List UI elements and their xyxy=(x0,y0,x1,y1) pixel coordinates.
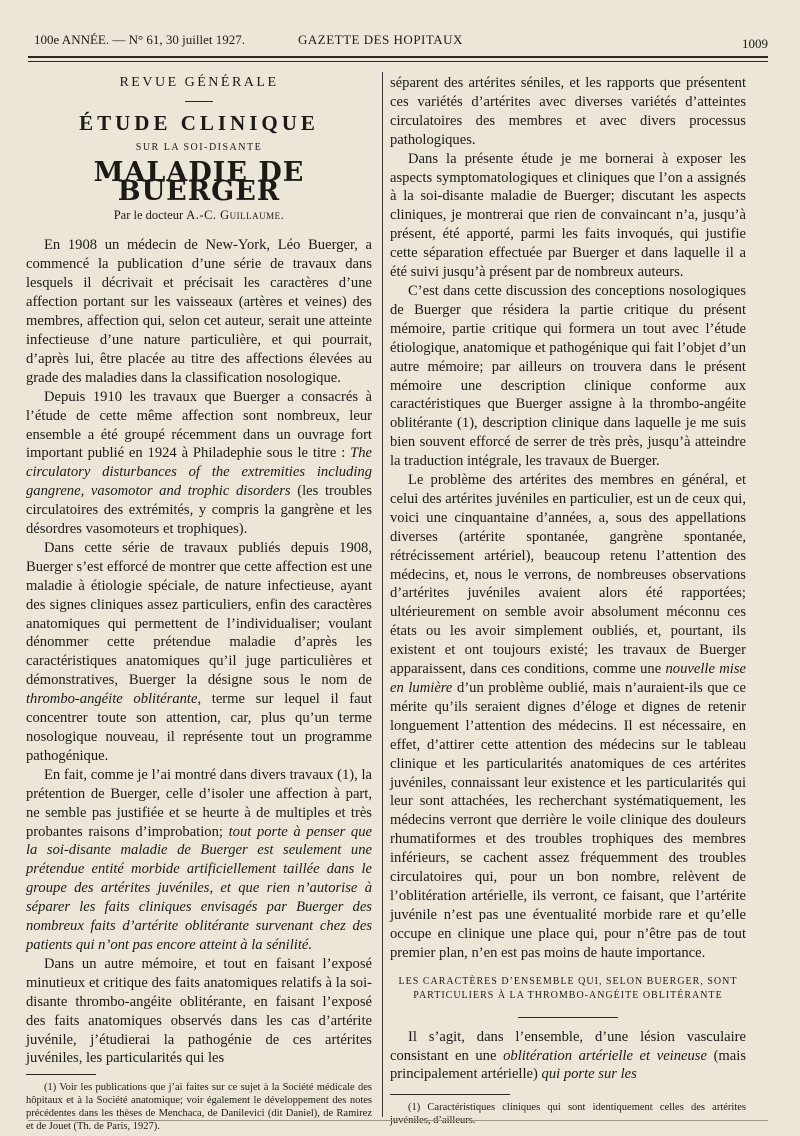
paragraph: Dans la présente étude je me bornerai à exposer les aspects symptomatologiques et cliniques que l’on a assignés à la soi-disante maladie de Buerger; discutant les aspects cliniques, je montrerai que rien de convaincant n’a, jusqu’à présent, été apporté, parmi les faits invoqués, qui justifie cette séparation effectuée par Buerger et dans laquelle il a été suivi jusqu’à présent par de nombreux auteurs. xyxy=(390,150,746,281)
italic-term: nouvelle mise en lumière xyxy=(390,661,746,696)
article-subtitle: SUR LA SOI-DISANTE xyxy=(135,141,263,153)
bottom-rule xyxy=(28,1120,768,1121)
paragraph xyxy=(26,388,372,539)
header-rule xyxy=(28,56,768,58)
text-span: Depuis 1910 les travaux que Buerger a consacrés à l’étude de cette même affection sont nombreux, leur ensemble a été groupé récemment dans un ouvrage fort important publié en 1924 à Philadephie sous le titre : xyxy=(26,388,372,462)
paragraph xyxy=(26,766,372,955)
section-heading: LES CARACTÈRES D’ENSEMBLE QUI, SELON BUERGER, SONT PARTICULIERS À LA THROMBO-ANGÉITE OBLITÉRANTE xyxy=(398,975,738,1001)
paragraph: C’est dans cette discussion des conceptions nosologiques de Buerger que résidera la partie critique du présent mémoire, partie critique qui formera un tout avec l’étude étiologique, anatomique et pathogénique qui fait l’objet d’un autre mémoire; par ailleurs on trouvera dans le présent mémoire une description clinique conforme aux caractéristiques que Buerger assigne à la thrombo-angéite oblitérante (1), description clinique dans laquelle je me suis bien souvent efforcé de serrer de très près, jusqu’à atteindre la traduction intégrale, les travaux de Buerger. xyxy=(390,282,746,470)
text-span: En fait, comme je l’ai montré dans divers travaux (1), la prétention de Buerger, celle d’isoler une affection à part, ne semble pas justifiée et se heurte à de multiples et très probantes raisons d’improbation; xyxy=(26,766,372,840)
right-column xyxy=(390,74,746,1127)
paragraph: En 1908 un médecin de New-York, Léo Buerger, a commencé la publication d’une série de travaux dans lesquels il décrivait et précisait les caractères d’une affection portant sur les vaisseaux (artères et veines) des membres, affection qui, selon cet auteur, serait une atteinte infectieuse d’une nature particulière, et qui pourrait, d’après lui, être placée au titre des affections élevées au grade des maladies dans la classification nosologique. xyxy=(26,237,372,386)
paragraph xyxy=(390,1028,746,1085)
text-span: , terme sur lequel il faut concentrer toute son attention, car, plus qu’un terme nosologique nouveau, il représente tout un programme pathogénique. xyxy=(26,691,372,764)
footnote: (1) Caractéristiques cliniques qui sont identiquement celles des artérites juvéniles, d’ailleurs. xyxy=(390,1102,746,1127)
italic-term: qui porte sur les xyxy=(541,1066,637,1083)
paragraph: séparent des artérites séniles, et les rapports que présentent ces variétés d’artérites avec diverses variétés d’atteintes circulatoires des membres et avec divers processus pathologiques. xyxy=(390,75,746,148)
footnote-rule xyxy=(26,1074,96,1075)
journal-title: GAZETTE DES HOPITAUX xyxy=(298,32,463,47)
footnote-rule xyxy=(390,1094,510,1095)
italic-thesis: tout porte à penser que la soi-disante maladie de Buerger est seulement une prétendue entité morbide artificiellement taillée dans le groupe des artérites juvéniles, et que rien n’autorise à séparer les faits cliniques envisagés par Buerger des nombreux faits d’artérite oblitérante survenant chez des patients qui n’ont pas encore atteint à la sénilité. xyxy=(26,823,372,953)
italic-term: oblitération artérielle et veineuse xyxy=(503,1047,707,1064)
byline-prefix: Par le docteur xyxy=(113,207,187,222)
text-span: Il s’agit, dans l’ensemble, d’une lésion vasculaire consistant en une xyxy=(390,1028,746,1064)
page-number: 1009 xyxy=(742,36,768,51)
text-span: Le problème des artérites des membres en général, et celui des artérites juvéniles en particulier, est un de ceux qui, voici une cinquantaine d’années, a, sous des appellations diverses (artérite spontanée, gangrène spontanée, rétrécissement artériel), beaucoup retenu l’attention des médecins, et, nous le verrons, de nombreuses observations d’artérites juvéniles avaient alors été rapportées; ultérieurement on semble avoir absolument méconnu ces états ou les avoir simplement oubliés, et, pourtant, ils existent et ont toujours existé; les travaux de Buerger apparaissent, dans ces conditions, comme une xyxy=(390,472,746,678)
rubric: REVUE GÉNÉRALE xyxy=(119,75,279,90)
text-span: (les troubles circulatoires des extrémités, y compris la gangrène et les désordres vasomoteurs et trophiques). xyxy=(26,483,372,538)
text-span: Dans cette série de travaux publiés depuis 1908, Buerger s’est efforcé de montrer que cette affection est une maladie à étiologie spéciale, de nature infectieuse, ayant des signes cliniques assez particuliers, enfin des caractères anatomiques qui permettent de l’individualiser; voulant dénommer cette prétendue maladie d’après les caractéristiques anatomiques qu’il juge particulières et démonstratives, Buerger la désigne sous le nom de xyxy=(26,539,372,689)
left-column xyxy=(26,70,372,1133)
text-span: d’un problème oublié, mais n’auraient-ils que ce mérite qu’ils seraient dignes d’éloge et dignes de retenir longuement l’attention des médecins. Il est nécessaire, en effet, d’attirer cette attention des médecins sur le tableau clinique et les particularités anatomiques de ces artérites juvéniles, connaissant leur existence et les particularités qui leur sont attachées, les recherchant systématiquement, les médecins verront que derrière le voile clinique des douleurs rhumatiformes et des troubles trophiques des membres inférieurs, se cachent assez fréquemment des troubles circulatoires qui, pour un bon nombre, relèvent de l’oblitération artérielle, ils verront, ce faisant, que l’artérite juvénile n’est pas une éventualité morbide rare et qu’elle occupe en clinique une place qui, pour n’être pas de tout premier plan, n’en est pas moins de haute importance. xyxy=(390,680,746,961)
text-span: (mais principalement artérielle) xyxy=(390,1047,746,1083)
paragraph: Dans un autre mémoire, et tout en faisant l’exposé minutieux et critique des faits anatomiques relatifs à la soi-disante thrombo-angéite oblitérante, en faisant l’exposé des faits anatomiques observés dans les cas d’artérite juvénile, j’étudierai la pathogénie de ces artérites juvéniles, les particularités qui les xyxy=(26,955,372,1067)
running-header xyxy=(28,28,768,50)
byline xyxy=(26,206,372,225)
article-main-title: MALADIE DE BUERGER xyxy=(93,156,305,207)
section-rule xyxy=(518,1017,618,1018)
italic-term: thrombo-angéite oblitérante xyxy=(26,691,198,708)
footnote: (1) Voir les publications que j’ai faites sur ce sujet à la Société médicale des hôpitaux et à la Société anatomique; voir également le développement des notes précédentes dans les thèses de Menchaca, de Danilevici (dit Daniel), de Ramirez et de Jouet (Th. de Paris, 1927). xyxy=(26,1082,372,1133)
article-title: ÉTUDE CLINIQUE xyxy=(79,110,319,135)
book-title: The circulatory disturbances of the extremities including gangrene, vasomotor and trophic disorders xyxy=(26,445,372,500)
column-divider xyxy=(382,72,383,1117)
author-name: A.-C. Guillaume. xyxy=(186,207,285,222)
paragraph xyxy=(26,539,372,766)
header-rule-thin xyxy=(28,61,768,62)
issue-info: 100e ANNÉE. — N° 61, 30 juillet 1927. xyxy=(34,32,246,47)
rubric-rule xyxy=(185,101,213,102)
paragraph xyxy=(390,471,746,963)
